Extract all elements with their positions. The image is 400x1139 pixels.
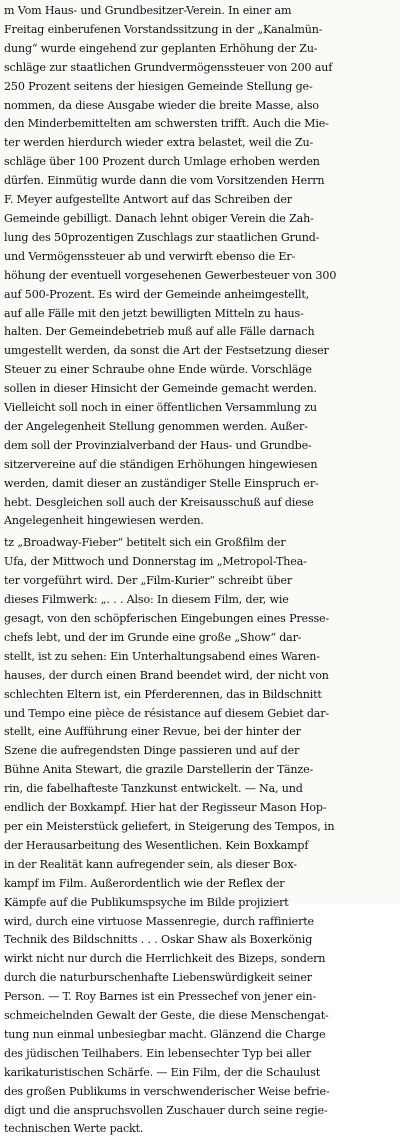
article-line: auf alle Fälle mit den jetzt bewilligten Mitteln zu haus- [4,306,304,320]
article-line: dung“ wurde eingehend zur geplanten Erhöhung der Zu- [4,41,318,55]
article-line: technischen Werte packt. [4,1122,144,1136]
article-line: halten. Der Gemeindebetrieb muß auf alle Fälle darnach [4,325,315,339]
article-line: stellt, ist zu sehen: Ein Unterhaltungsabend eines Waren- [4,649,320,663]
article-line: der Angelegenheit Stellung genommen werden. Außer- [4,419,308,433]
article-line: lung des 50prozentigen Zuschlags zur staatlichen Grund- [4,230,320,244]
article-line: m Vom Haus- und Grundbesitzer-Verein. In einer am [4,4,292,17]
article-line: stellt, eine Aufführung einer Revue, bei der hinter der [4,725,301,739]
article-line: schläge über 100 Prozent durch Umlage erhoben werden [4,155,320,169]
article-line: 250 Prozent seitens der hiesigen Gemeinde Stellung ge- [4,79,313,93]
article-line: schlechten Eltern ist, ein Pferderennen, das in Bildschnitt [4,687,322,701]
article-line: sitzervereine auf die ständigen Erhöhungen hingewiesen [4,457,318,471]
article-haus-grundbesitzer-verein [4,2,396,531]
article-line: dürfen. Einmütig wurde dann die vom Vorsitzenden Herrn [4,174,325,188]
article-line: Szene die aufregendsten Dinge passieren und auf der [4,744,300,758]
article-line: umgestellt werden, da sonst die Art der Festsetzung dieser [4,344,329,358]
article-line: sollen in dieser Hinsicht der Gemeinde gemacht werden. [4,382,317,396]
article-line: und Vermögenssteuer ab und verwirft ebenso die Er- [4,249,296,263]
article-line: Gemeinde gebilligt. Danach lehnt obiger Verein die Zah- [4,211,314,225]
article-line: Steuer zu einer Schraube ohne Ende würde. Vorschläge [4,363,312,377]
article-line: Kämpfe auf die Publikumspsyche im Bilde projiziert [4,895,289,909]
article-line: rin, die fabelhafteste Tanzkunst entwickelt. — Na, und [4,782,303,796]
article-line: Ufa, der Mittwoch und Donnerstag im „Metropol-Thea- [4,555,307,569]
article-line: der Herausarbeitung des Wesentlichen. Kein Boxkampf [4,838,309,852]
article-line: wird, durch eine virtuose Massenregie, durch raffinierte [4,914,314,928]
article-line: digt und die anspruchsvollen Zuschauer durch seine regie- [4,1103,328,1117]
article-line: hebt. Desgleichen soll auch der Kreisausschuß auf diese [4,495,314,509]
article-line: tung nun einmal unbesiegbar macht. Glänzend die Charge [4,1027,326,1041]
article-line: Bühne Anita Stewart, die grazile Darstellerin der Tänze- [4,763,314,777]
article-line: Vielleicht soll noch in einer öffentlichen Versammlung zu [4,401,317,415]
article-line: schläge zur staatlichen Grundvermögenssteuer von 200 auf [4,60,333,74]
article-broadway-fieber [4,534,396,1139]
article-line: ter werden hierdurch wieder extra belastet, weil die Zu- [4,136,314,150]
article-line: durch die naturburschenhafte Liebenswürdigkeit seiner [4,971,312,985]
article-line: den Minderbemittelten am schwersten trifft. Auch die Mie- [4,117,329,131]
article-line: F. Meyer aufgestellte Antwort auf das Schreiben der [4,193,292,207]
article-line: tz „Broadway-Fieber“ betitelt sich ein Großfilm der [4,536,286,550]
article-line: chefs lebt, und der im Grunde eine große „Show“ dar- [4,630,302,644]
article-line: auf 500-Prozent. Es wird der Gemeinde anheimgestellt, [4,287,310,301]
article-line: in der Realität kann aufregender sein, als dieser Box- [4,857,297,871]
article-line: endlich der Boxkampf. Hier hat der Regisseur Mason Hop- [4,801,327,815]
article-line: und Tempo eine pièce de résistance auf diesem Gebiet dar- [4,706,329,720]
article-line: nommen, da diese Ausgabe wieder die breite Masse, also [4,98,319,112]
article-line: des großen Publikums in verschwenderischer Weise befrie- [4,1084,330,1098]
article-line: dieses Filmwerk: „. . . Also: In diesem Film, der, wie [4,593,289,607]
article-line: dem soll der Provinzialverband der Haus- und Grundbe- [4,438,312,452]
article-line: per ein Meisterstück geliefert, in Steigerung des Tempos, in [4,819,335,833]
article-line: Technik des Bildschnitts . . . Oskar Shaw als Boxerkönig [4,933,313,947]
article-line: gesagt, von den schöpferischen Eingebungen eines Presse- [4,612,330,625]
article-line: hauses, der durch einen Brand beendet wird, der nicht von [4,668,329,682]
article-line: werden, damit dieser an zuständiger Stelle Einspruch er- [4,476,319,490]
article-line: karikaturistischen Schärfe. — Ein Film, der die Schaulust [4,1065,321,1079]
article-line: Angelegenheit hingewiesen werden. [4,514,204,528]
article-line: wirkt nicht nur durch die Herrlichkeit des Bizeps, sondern [4,952,326,966]
article-line: des jüdischen Teilhabers. Ein lebensechter Typ bei aller [4,1046,312,1060]
article-line: kampf im Film. Außerordentlich wie der Reflex der [4,876,285,890]
article-line: Person. — T. Roy Barnes ist ein Pressechef von jener ein- [4,990,317,1004]
article-line: schmeichelnden Gewalt der Geste, die diese Menschengat- [4,1009,329,1023]
article-line: ter vorgeführt wird. Der „Film-Kurier“ schreibt über [4,574,293,588]
article-line: Freitag einberufenen Vorstandssitzung in der „Kanalmün- [4,22,323,36]
article-line: höhung der eventuell vorgesehenen Gewerbesteuer von 300 [4,268,337,282]
